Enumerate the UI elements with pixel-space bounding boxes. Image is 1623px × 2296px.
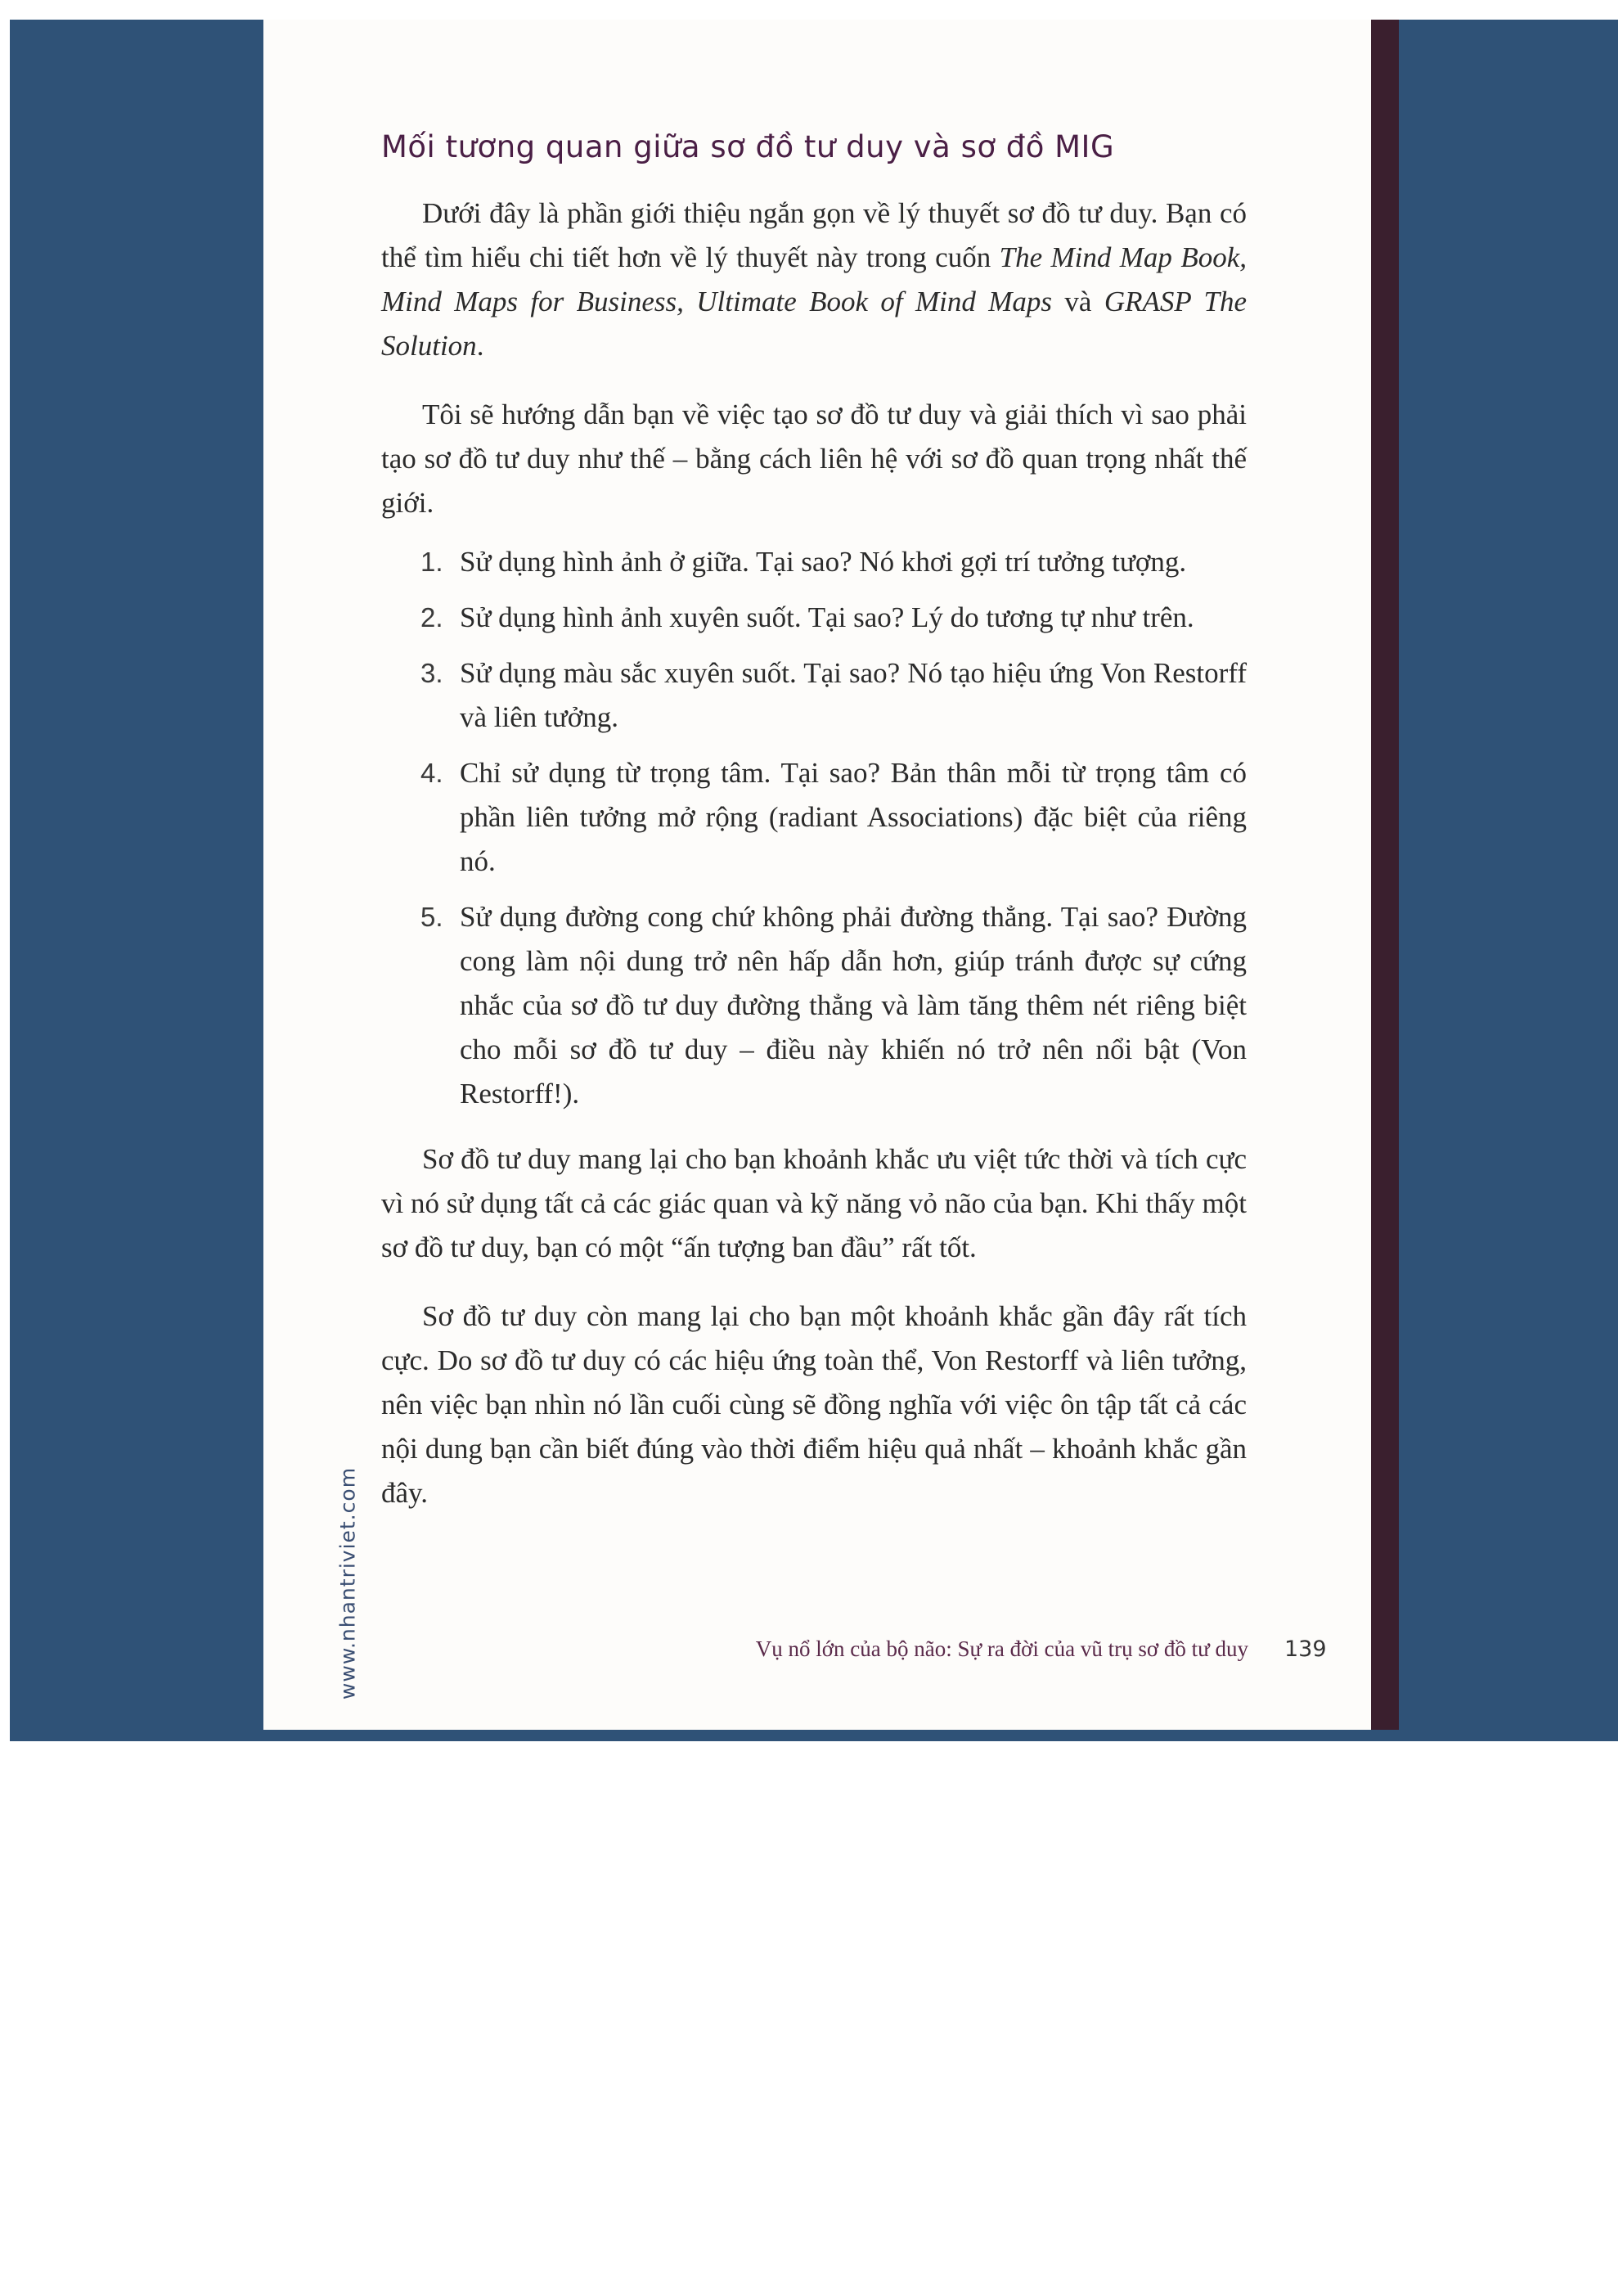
book-title-last: GRASP The Solution [381, 286, 1247, 362]
list-item [381, 540, 1247, 584]
page-number: 139 [1284, 1636, 1327, 1662]
paragraph-4: Sơ đồ tư duy còn mang lại cho bạn một khoảnh khắc gần đây rất tích cực. Do sơ đồ tư duy có các hiệu ứng toàn thể, Von Restorff và liên tưởng, nên việc bạn nhìn nó lần cuối cùng sẽ đồng nghĩa với việc ôn tập tất cả các nội dung bạn cần biết đúng vào thời điểm hiệu quả nhất – khoảnh khắc gần đây. [381, 1300, 1247, 1509]
list-number: 3. [420, 658, 443, 688]
paragraph-2: Tôi sẽ hướng dẫn bạn về việc tạo sơ đồ tư duy và giải thích vì sao phải tạo sơ đồ tư duy như thế – bằng cách liên hệ với sơ đồ quan trọng nhất thế giới. [381, 398, 1247, 519]
page-edge [1371, 20, 1399, 1730]
list-item-text: Sử dụng màu sắc xuyên suốt. Tại sao? Nó tạo hiệu ứng Von Restorff và liên tưởng. [460, 657, 1247, 733]
list-item [381, 895, 1247, 1116]
paragraph-3: Sơ đồ tư duy mang lại cho bạn khoảnh khắc ưu việt tức thời và tích cực vì nó sử dụng tất cả các giác quan và kỹ năng vỏ não của bạn. Khi thấy một sơ đồ tư duy, bạn có một “ấn tượng ban đầu” rất tốt. [381, 1143, 1247, 1263]
list-item-text: Sử dụng hình ảnh xuyên suốt. Tại sao? Lý do tương tự như trên. [460, 601, 1194, 633]
list-item [381, 651, 1247, 740]
intro-paragraph: Dưới đây là phần giới thiệu ngắn gọn về lý thuyết sơ đồ tư duy. Bạn có thể tìm hiểu chi tiết hơn về lý thuyết này trong cuốn The Mind Map Book, Mind Maps for Business, Ultimate Book of Mind Maps và GRASP The Solution. [381, 197, 1247, 362]
book-titles: The Mind Map Book, Mind Maps for Business, Ultimate Book of Mind Maps [381, 241, 1247, 317]
side-url: www.nhantriviet.com [335, 1466, 360, 1700]
list-number: 1. [420, 547, 443, 577]
list-item [381, 751, 1247, 884]
page-content [381, 191, 1247, 1540]
list-number: 2. [420, 602, 443, 633]
list-item [381, 596, 1247, 640]
list-item-text: Sử dụng đường cong chứ không phải đường thẳng. Tại sao? Đường cong làm nội dung trở nên hấp dẫn hơn, giúp tránh được sự cứng nhắc của sơ đồ tư duy đường thẳng và làm tăng thêm nét riêng biệt cho mỗi sơ đồ tư duy – điều này khiến nó trở nên nổi bật (Von Restorff!). [460, 901, 1247, 1110]
numbered-list [381, 540, 1247, 1116]
running-footer-title: Vụ nổ lớn của bộ não: Sự ra đời của vũ trụ sơ đồ tư duy [755, 1636, 1248, 1661]
list-item-text: Sử dụng hình ảnh ở giữa. Tại sao? Nó khơi gợi trí tưởng tượng. [460, 546, 1187, 578]
list-number: 5. [420, 902, 443, 932]
section-heading: Mối tương quan giữa sơ đồ tư duy và sơ đồ MIG [381, 129, 1115, 164]
list-item-text: Chỉ sử dụng từ trọng tâm. Tại sao? Bản thân mỗi từ trọng tâm có phần liên tưởng mở rộng (radiant Associations) đặc biệt của riêng nó. [460, 757, 1247, 877]
list-number: 4. [420, 758, 443, 788]
